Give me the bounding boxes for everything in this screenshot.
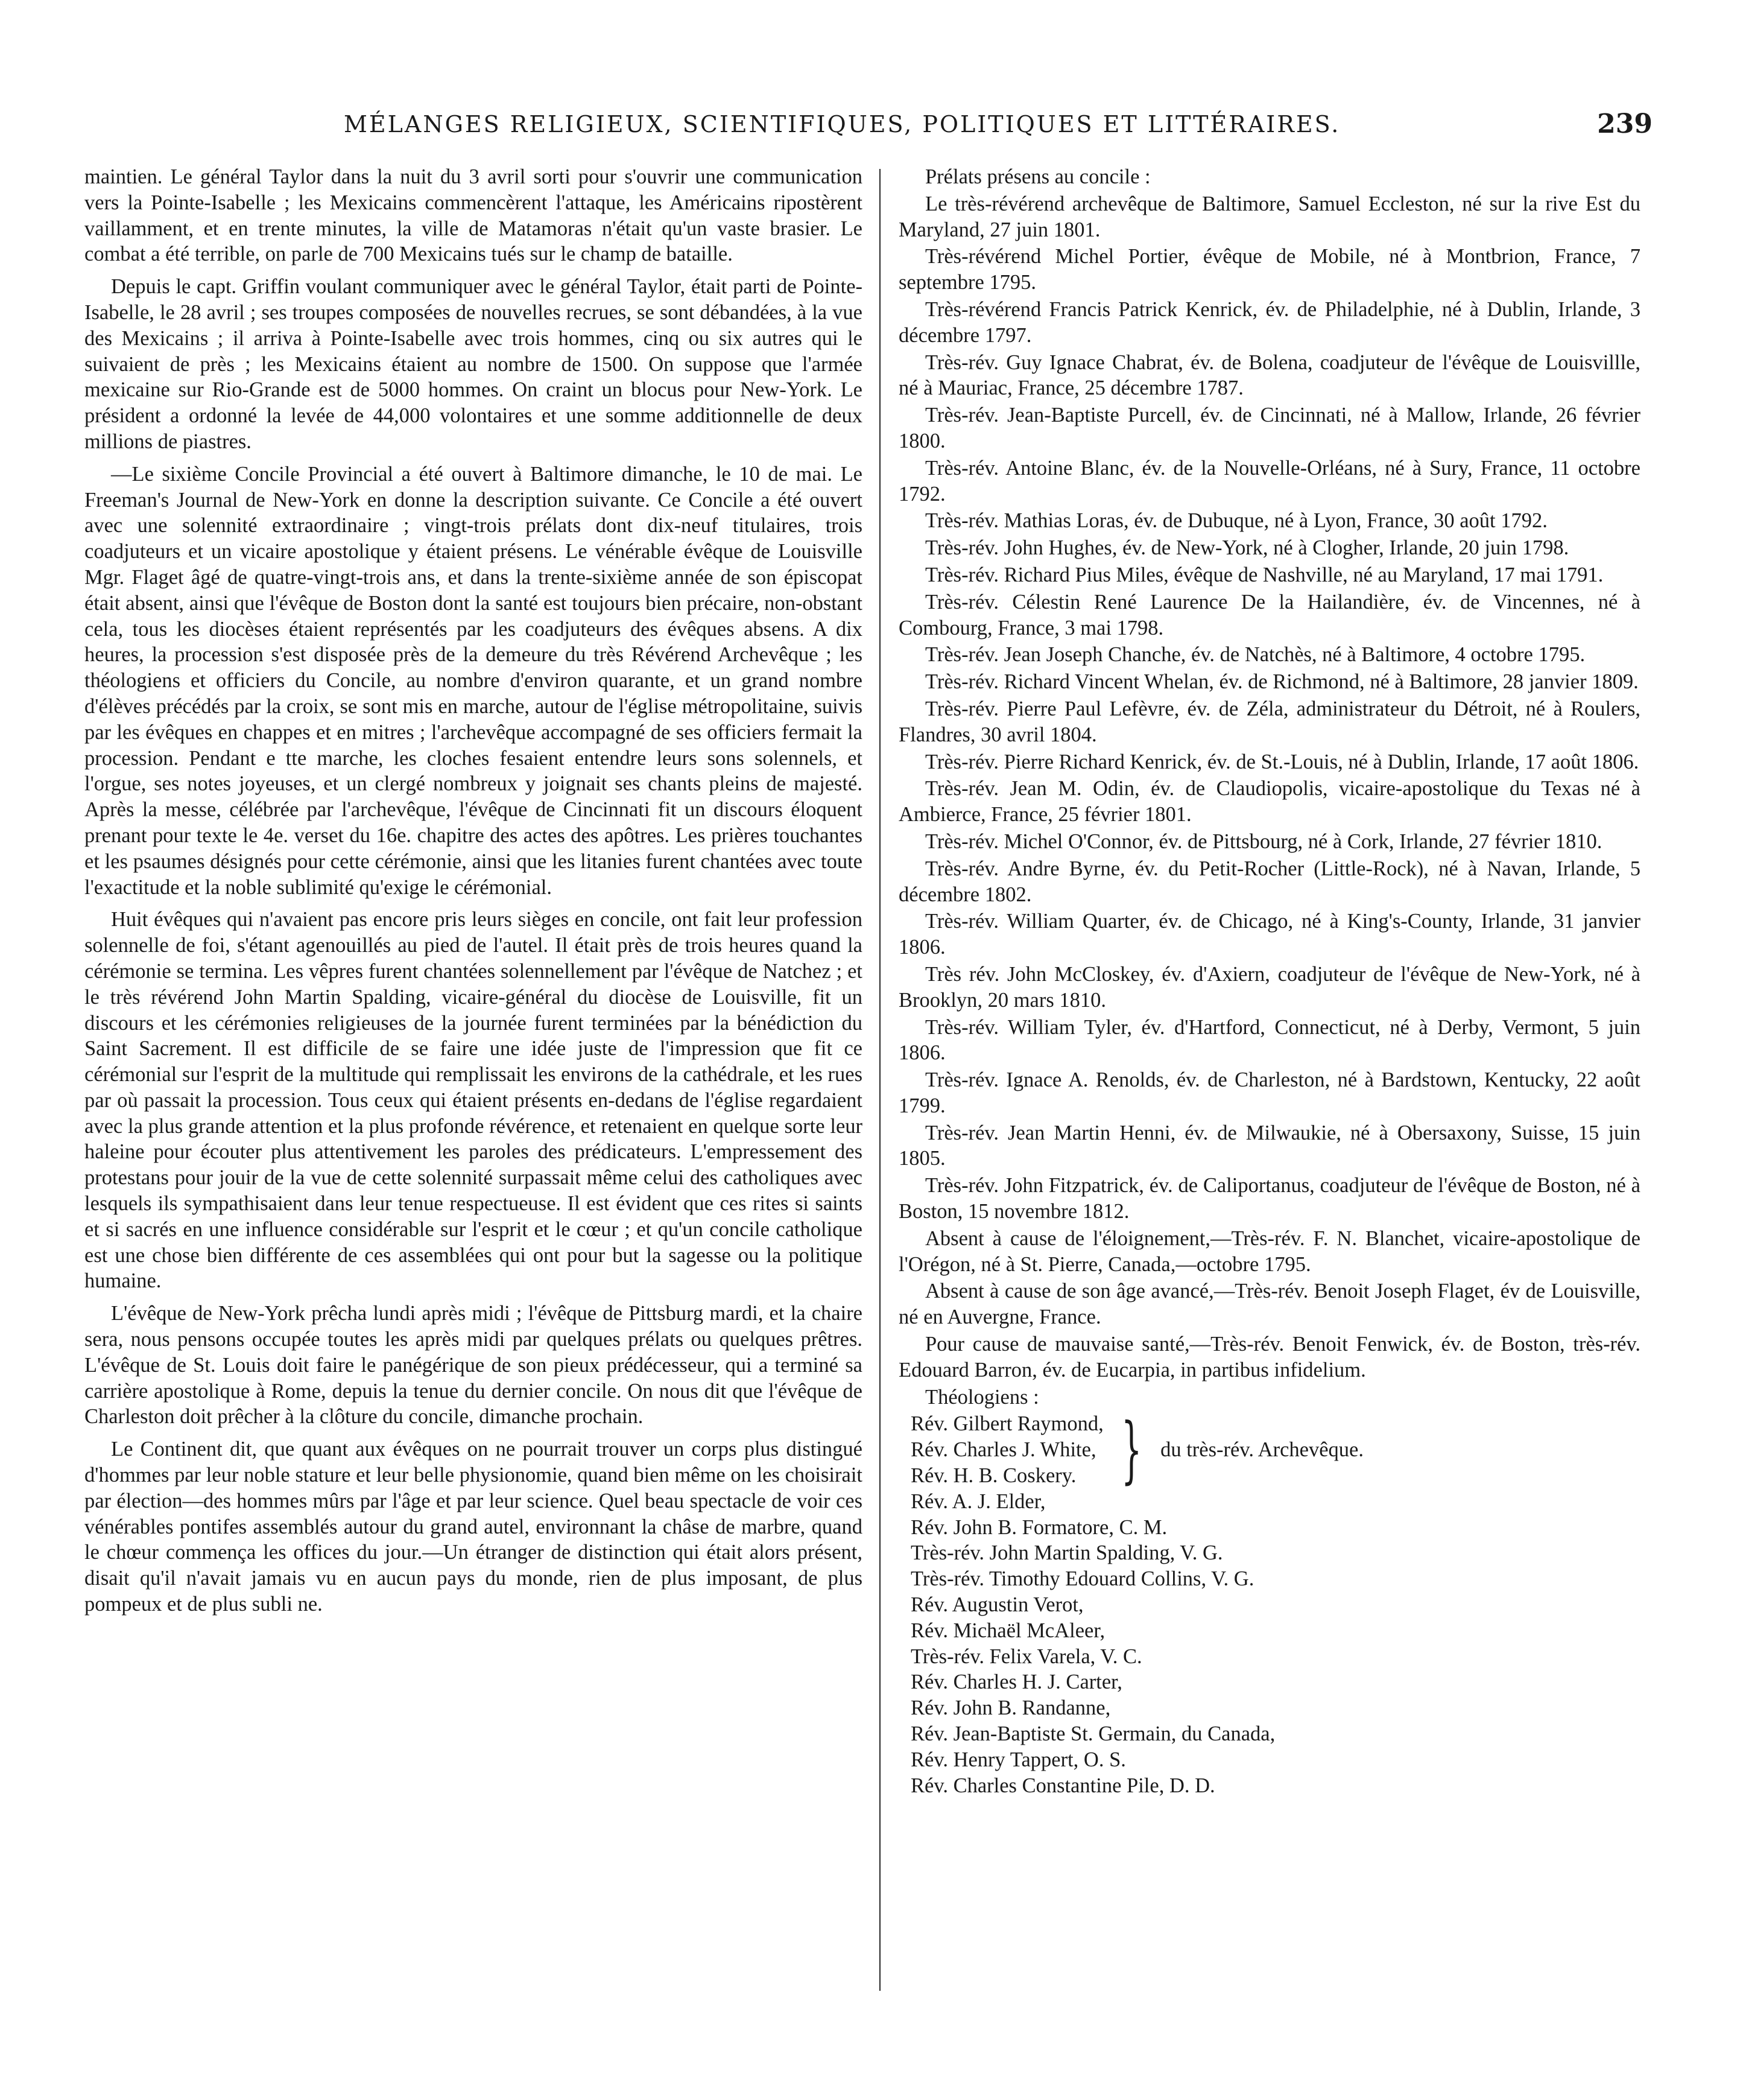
running-title: MÉLANGES RELIGIEUX, SCIENTIFIQUES, POLITIQUES ET LITTÉRAIRES. [344, 111, 1341, 138]
prelate-entry: Très-révérend Michel Portier, évêque de Mobile, né à Montbrion, France, 7 septembre 1795. [899, 245, 1640, 294]
prelate-entry: Très-rév. William Quarter, év. de Chicago, né à King's-County, Irlande, 31 janvier 1806. [899, 910, 1640, 959]
prelate-entry: Très-rév. Michel O'Connor, év. de Pittsbourg, né à Cork, Irlande, 27 février 1810. [925, 830, 1602, 853]
prelate-entry: Très-rév. Ignace A. Renolds, év. de Charleston, né à Bardstown, Kentucky, 22 août 1799. [899, 1068, 1640, 1117]
prelate-entry: Très-rév. William Tyler, év. d'Hartford, Connecticut, né à Derby, Vermont, 5 juin 1806. [899, 1015, 1640, 1065]
theologian-entry: Rév. Charles J. White, [911, 1438, 1096, 1462]
theologian-entry: Rév. John B. Randanne, [911, 1696, 1111, 1720]
column-divider [879, 169, 881, 1991]
prelate-entry: Très-rév. Antoine Blanc, év. de la Nouvelle-Orléans, né à Sury, France, 11 octobre 1792. [899, 456, 1640, 506]
theologian-entry: Rév. John B. Formatore, C. M. [911, 1515, 1168, 1539]
prelate-entry: Très-rév. Jean M. Odin, év. de Claudiopolis, vicaire-apostolique du Texas né à Ambierce, France, 25 février 1801. [899, 777, 1640, 826]
paragraph: Huit évêques qui n'avaient pas encore pris leurs sièges en concile, ont fait leur profession solennelle de foi, s'étant agenouillés au pied de l'autel. Il était près de trois heures quand la cérémonie se termina. Les vêpres furent chantées solennellement par l'évêque de Natchez ; et le très révérend John Martin Spalding, vicaire-général du diocèse de Louisville, fit un discours et les cérémonies religieuses de la journée furent terminées par la bénédiction du Saint Sacrement. Il est difficile de se faire une idée juste de l'impression que fit ce cérémonial sur l'esprit de la multitude qui remplissait les environs de la cathédrale, et les rues par où passait la procession. Tous ceux qui étaient présents en-dedans de l'église regardaient avec la plus grande attention et la plus profonde révérence, et retenaient en quelque sorte leur haleine pour écouter plus attentivement les paroles des prédicateurs. L'empressement des protestans pour jouir de la vue de cette solennité surpassait même celui des catholiques avec lesquels ils sympathisaient dans leur tenue respectueuse. Il est évident que ces rites si saints et si sacrés en une influence considérable sur l'esprit et le cœur ; et qu'un concile catholique est une chose bien différente de ces assemblées qui ont pour but la sagesse ou la politique humaine. [84, 908, 862, 1293]
archbishop-theologians-list [899, 1411, 1104, 1488]
right-column [899, 164, 1640, 1798]
paragraph: L'évêque de New-York prêcha lundi après midi ; l'évêque de Pittsburg mardi, et la chaire sera, nous pensons occupée toutes les après midi par quelques prélats ou quelques prêtres. L'évêque de St. Louis doit faire le panégérique de son pieux prédécesseur, qui a terminé sa carrière apostolique à Rome, depuis la tenue du dernier concile. On nous dit que l'évêque de Charleston doit prêcher à la clôture du concile, dimanche prochain. [84, 1302, 862, 1429]
prelate-entry: Très-rév. Jean Martin Henni, év. de Milwaukie, né à Obersaxony, Suisse, 15 juin 1805. [899, 1121, 1640, 1170]
prelate-entry: Très-rév. Guy Ignace Chabrat, év. de Bolena, coadjuteur de l'évêque de Louisvillle, né à Mauriac, France, 25 décembre 1787. [899, 351, 1640, 400]
group-label: du très-rév. Archevêque. [1160, 1438, 1364, 1462]
prelate-entry: Très-rév. John Fitzpatrick, év. de Caliportanus, coadjuteur de l'évêque de Boston, né à Boston, 15 novembre 1812. [899, 1174, 1640, 1223]
brace-icon: } [1121, 1407, 1142, 1492]
prelate-entry: Très-rév. Andre Byrne, év. du Petit-Rocher (Little-Rock), né à Navan, Irlande, 5 décembre 1802. [899, 857, 1640, 906]
theologians-list [899, 1489, 1640, 1799]
paragraph: —Le sixième Concile Provincial a été ouvert à Baltimore dimanche, le 10 de mai. Le Freeman's Journal de New-York en donne la description suivante. Ce Concile a été ouvert avec une solennité extraordinaire ; vingt-trois prélats dont dix-neuf titulaires, trois coadjuteurs et un vicaire apostolique y étaient présens. Le vénérable évêque de Louisville Mgr. Flaget âgé de quatre-vingt-trois ans, et dans la trente-sixième année de son épiscopat était absent, ainsi que l'évêque de Boston dont la santé est toujours bien précaire, non-obstant cela, tous les diocèses étaient représentés par les coadjuteurs des évêques absens. A dix heures, la procession s'est disposée près de la demeure du très Révérend Archevêque ; les théologiens et officiers du Concile, au nombre d'environ quarante, et un grand nombre d'élèves précédés par la croix, se sont mis en marche, autour de l'église métropolitaine, suivis par les évêques en chappes et en mitres ; l'archevêque accompagné de ses officiers fermait la procession. Pendant e tte marche, les cloches fesaient entendre leurs sons solennels, et l'orgue, ses notes joyeuses, et un clergé nombreux y joignait ses chants pleins de majesté. Après la messe, célébrée par l'archevêque, l'évêque de Cincinnati fit un discours éloquent prenant pour texte le 4e. verset du 16e. chapitre des actes des apôtres. Les prières touchantes et les psaumes désignés pour cette cérémonie, ainsi que les litanies furent chantées avec toute l'exactitude et la noble sublimité qu'exige le cérémonial. [84, 462, 862, 899]
theologian-entry: Très-rév. Felix Varela, V. C. [911, 1645, 1142, 1668]
prelate-entry: Très-rév. Jean Joseph Chanche, év. de Natchès, né à Baltimore, 4 octobre 1795. [925, 643, 1586, 667]
theologian-entry: Rév. H. B. Coskery. [911, 1464, 1077, 1488]
absent-distance-note: Absent à cause de l'éloignement,—Très-rév. F. N. Blanchet, vicaire-apostolique de l'Orégon, né à St. Pierre, Canada,—octobre 1795. [899, 1226, 1640, 1276]
page-header [84, 103, 1653, 151]
prelates-intro: Prélats présens au concile : [925, 165, 1151, 188]
theologian-entry: Rév. Charles Constantine Pile, D. D. [911, 1774, 1215, 1797]
prelate-entry: Très-rév. Mathias Loras, év. de Dubuque, né à Lyon, France, 30 août 1792. [925, 509, 1548, 533]
prelate-entry: Très-rév. Jean-Baptiste Purcell, év. de Cincinnati, né à Mallow, Irlande, 26 février 1800. [899, 404, 1640, 452]
theologians-heading: Théologiens : [925, 1385, 1039, 1409]
theologian-entry: Très-rév. John Martin Spalding, V. G. [911, 1541, 1223, 1565]
page-number: 239 [1597, 109, 1653, 139]
paragraph: maintien. Le général Taylor dans la nuit du 3 avril sorti pour s'ouvrir une communication vers la Pointe-Isabelle ; les Mexicains commencèrent l'attaque, les Américains ripostèrent vaillamment, et en trente minutes, la ville de Matamoras n'était qu'un vaste brasier. Le combat a été terrible, on parle de 700 Mexicains tués sur le champ de bataille. [84, 165, 862, 266]
prelate-entry: Très-rév. John Hughes, év. de New-York, né à Clogher, Irlande, 20 juin 1798. [925, 536, 1569, 560]
prelate-entry: Le très-révérend archevêque de Baltimore, Samuel Eccleston, né sur la rive Est du Maryland, 27 juin 1801. [899, 192, 1640, 241]
paragraph: Le Continent dit, que quant aux évêques on ne pourrait trouver un corps plus distingué d'hommes par leur noble stature et leur belle physionomie, quand bien même on les choisirait par élection—des hommes mûrs par l'âge et par leur science. Quel beau spectacle de voir ces vénérables pontifes assemblés autour du grand autel, environnant la châse de marbre, quand le chœur commença les offices du jour.—Un étranger de distinction qui était alors présent, disait qu'il n'avait jamais vu en aucun pays du monde, rien de plus imposant, de plus pompeux et de plus subli ne. [84, 1438, 862, 1616]
prelate-entry: Très-révérend Francis Patrick Kenrick, év. de Philadelphie, né à Dublin, Irlande, 3 décembre 1797. [899, 297, 1640, 347]
theologian-entry: Rév. Charles H. J. Carter, [911, 1670, 1122, 1694]
theologian-entry: Rév. Augustin Verot, [911, 1593, 1084, 1617]
prelate-entry: Très-rév. Richard Pius Miles, évêque de Nashville, né au Maryland, 17 mai 1791. [925, 563, 1604, 586]
prelate-entry: Très-rév. Richard Vincent Whelan, év. de Richmond, né à Baltimore, 28 janvier 1809. [925, 670, 1639, 694]
absent-age-note: Absent à cause de son âge avancé,—Très-rév. Benoit Joseph Flaget, év de Louisville, né en Auvergne, France. [899, 1280, 1640, 1329]
theologian-entry: Rév. A. J. Elder, [911, 1489, 1046, 1513]
prelate-entry: Très-rév. Pierre Richard Kenrick, év. de St.-Louis, né à Dublin, Irlande, 17 août 1806. [925, 750, 1639, 773]
left-column [84, 164, 862, 1624]
paragraph: Depuis le capt. Griffin voulant communiquer avec le général Taylor, était parti de Pointe-Isabelle, le 28 avril ; ses troupes composées de nouvelles recrues, se sont débandées, à la vue des Mexicains ; il arriva à Pointe-Isabelle avec trois hommes, cinq ou six autres qui le suivaient de près ; les Mexicains étaient au nombre de 1500. On suppose que l'armée mexicaine sur Rio-Grande est de 5000 hommes. On craint un blocus pour New-York. Le président a ordonné la levée de 44,000 volontaires et une somme additionnelle de deux millions de piastres. [84, 275, 862, 453]
theologian-entry: Rév. Henry Tappert, O. S. [911, 1748, 1126, 1771]
absent-health-note: Pour cause de mauvaise santé,—Très-rév. Benoit Fenwick, év. de Boston, très-rév. Edouard Barron, év. de Eucarpia, in partibus infidelium. [899, 1333, 1640, 1381]
prelates-list [899, 191, 1640, 1225]
theologian-entry: Très-rév. Timothy Edouard Collins, V. G. [911, 1567, 1254, 1591]
theologian-entry: Rév. Michaël McAleer, [911, 1619, 1106, 1642]
theologian-entry: Rév. Gilbert Raymond, [911, 1412, 1104, 1436]
prelate-entry: Très-rév. Célestin René Laurence De la Hailandière, év. de Vincennes, né à Combourg, France, 3 mai 1798. [899, 590, 1640, 639]
archbishop-theologians-group [899, 1407, 1640, 1492]
theologian-entry: Rév. Jean-Baptiste St. Germain, du Canada, [911, 1722, 1276, 1746]
prelate-entry: Très rév. John McCloskey, év. d'Axiern, coadjuteur de l'évêque de New-York, né à Brooklyn, 20 mars 1810. [899, 962, 1640, 1012]
prelate-entry: Très-rév. Pierre Paul Lefèvre, év. de Zéla, administrateur du Détroit, né à Roulers, Flandres, 30 avril 1804. [899, 697, 1640, 746]
